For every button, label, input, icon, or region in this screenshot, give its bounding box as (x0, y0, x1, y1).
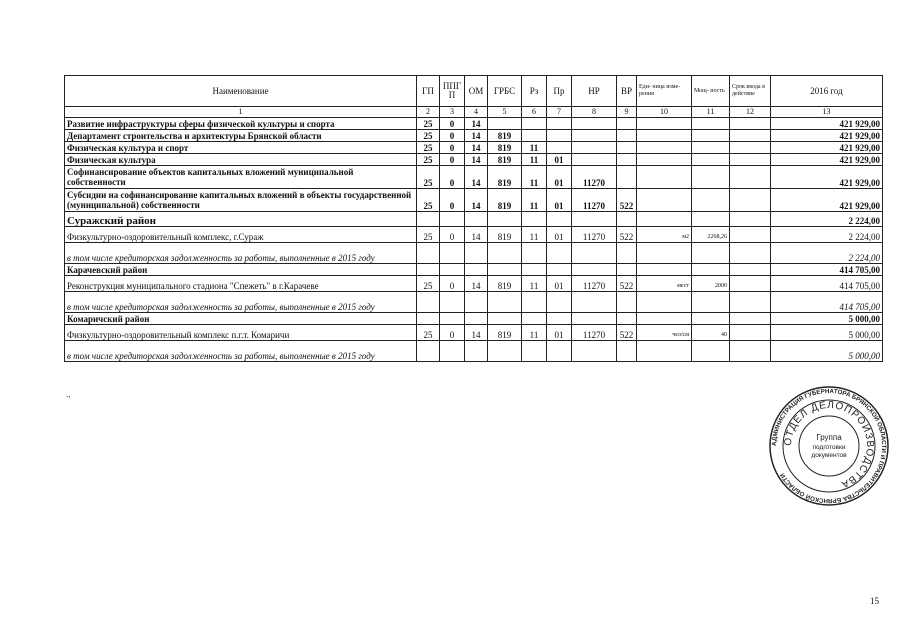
district-amount: 5 000,00 (771, 313, 883, 325)
column-number: 10 (637, 107, 692, 118)
cell-rz: 11 (522, 189, 547, 212)
stamp-outer-text: АДМИНИСТРАЦИЯ ГУБЕРНАТОРА БРЯНСКОЙ ОБЛАСТИ И ПРАВИТЕЛЬСТВА БРЯНСКОЙ ОБЛАСТИ (770, 387, 888, 505)
cell-pr: 01 (547, 276, 572, 292)
cell-power: 40 (692, 325, 730, 341)
district-name: Комаричский район (65, 313, 417, 325)
cell-power (692, 154, 730, 166)
table-row (65, 325, 883, 341)
stamp-center-line1: Группа (816, 433, 842, 442)
cell-pr (547, 118, 572, 130)
debt-name: в том числе кредиторская задолженность за работы, выполненные в 2015 году (65, 243, 417, 264)
row-name: Софинансирование объектов капитальных вложений муниципальной собственности (65, 166, 417, 189)
cell-vr: 522 (617, 325, 637, 341)
cell-pr (547, 142, 572, 154)
debt-name: в том числе кредиторская задолженность за работы, выполненные в 2015 году (65, 292, 417, 313)
cell-om: 14 (465, 276, 488, 292)
header-ppgp: ППГП (440, 76, 465, 107)
cell-rz (522, 130, 547, 142)
cell-grbs (488, 118, 522, 130)
table-row (65, 154, 883, 166)
row-name: Физическая культура (65, 154, 417, 166)
row-name: Физическая культура и спорт (65, 142, 417, 154)
cell-power: 2000 (692, 276, 730, 292)
cell-ppgp: 0 (440, 166, 465, 189)
header-term: Срок ввода в действие (730, 76, 771, 107)
column-number: 11 (692, 107, 730, 118)
cell-amount: 2 224,00 (771, 227, 883, 243)
cell-nr: 11270 (572, 325, 617, 341)
header-om: ОМ (465, 76, 488, 107)
cell-term (730, 130, 771, 142)
cell-ppgp: 0 (440, 325, 465, 341)
cell-unit: мест (637, 276, 692, 292)
stamp-center-line2: подготовки (812, 444, 846, 451)
cell-amount: 421 929,00 (771, 166, 883, 189)
cell-vr (617, 130, 637, 142)
header-name: Наименование (65, 76, 417, 107)
cell-unit: чел/см (637, 325, 692, 341)
cell-pr: 01 (547, 154, 572, 166)
column-number: 6 (522, 107, 547, 118)
cell-vr: 522 (617, 227, 637, 243)
header-unit: Еди- ница изме- рения (637, 76, 692, 107)
cell-gp: 25 (417, 227, 440, 243)
cell-gp: 25 (417, 118, 440, 130)
cell-unit (637, 154, 692, 166)
column-number: 4 (465, 107, 488, 118)
cell-om: 14 (465, 154, 488, 166)
cell-unit (637, 166, 692, 189)
cell-rz: 11 (522, 276, 547, 292)
cell-ppgp: 0 (440, 227, 465, 243)
cell-ppgp: 0 (440, 189, 465, 212)
cell-nr: 11270 (572, 189, 617, 212)
column-number: 12 (730, 107, 771, 118)
cell-nr: 11270 (572, 166, 617, 189)
cell-gp: 25 (417, 276, 440, 292)
cell-rz: 11 (522, 166, 547, 189)
cell-grbs: 819 (488, 130, 522, 142)
cell-pr (547, 130, 572, 142)
cell-vr: 522 (617, 276, 637, 292)
table-row (65, 276, 883, 292)
cell-om: 14 (465, 166, 488, 189)
column-number: 3 (440, 107, 465, 118)
column-number: 2 (417, 107, 440, 118)
cell-unit (637, 189, 692, 212)
table-row (65, 189, 883, 212)
cell-power: 2268,26 (692, 227, 730, 243)
cell-gp: 25 (417, 154, 440, 166)
header-nr: НР (572, 76, 617, 107)
cell-amount: 421 929,00 (771, 130, 883, 142)
table-row (65, 227, 883, 243)
stamp-center-line3: документов (811, 452, 847, 459)
district-amount: 2 224,00 (771, 212, 883, 227)
cell-om: 14 (465, 227, 488, 243)
cell-vr: 522 (617, 189, 637, 212)
cell-om: 14 (465, 142, 488, 154)
stamp-middle-text: ОТДЕЛ ДЕЛОПРОИЗВОДСТВА (782, 399, 876, 490)
cell-rz: 11 (522, 227, 547, 243)
cell-nr (572, 130, 617, 142)
cell-gp: 25 (417, 325, 440, 341)
column-number: 8 (572, 107, 617, 118)
cell-term (730, 118, 771, 130)
header-gp: ГП (417, 76, 440, 107)
cell-vr (617, 142, 637, 154)
district-name: Суражский район (65, 212, 417, 227)
header-rz: Рз (522, 76, 547, 107)
header-grbs: ГРБС (488, 76, 522, 107)
column-number: 5 (488, 107, 522, 118)
cell-ppgp: 0 (440, 130, 465, 142)
cell-nr (572, 118, 617, 130)
cell-unit: м2 (637, 227, 692, 243)
table-row (65, 341, 883, 362)
cell-amount: 414 705,00 (771, 276, 883, 292)
column-number: 9 (617, 107, 637, 118)
column-number: 1 (65, 107, 417, 118)
debt-amount: 2 224,00 (771, 243, 883, 264)
row-name: Департамент строительства и архитектуры Брянской области (65, 130, 417, 142)
cell-term (730, 142, 771, 154)
cell-term (730, 227, 771, 243)
page-number: 15 (870, 596, 879, 606)
cell-ppgp: 0 (440, 118, 465, 130)
cell-ppgp: 0 (440, 154, 465, 166)
cell-gp: 25 (417, 142, 440, 154)
cell-vr (617, 166, 637, 189)
cell-unit (637, 130, 692, 142)
cell-rz: 11 (522, 325, 547, 341)
cell-term (730, 276, 771, 292)
object-name: Физкультурно-оздоровительный комплекс, г.Сураж (65, 227, 417, 243)
cell-term (730, 325, 771, 341)
table-row (65, 142, 883, 154)
cell-power (692, 142, 730, 154)
budget-table (64, 75, 883, 362)
cell-power (692, 130, 730, 142)
district-row (65, 212, 883, 227)
district-row (65, 313, 883, 325)
cell-nr: 11270 (572, 276, 617, 292)
cell-om: 14 (465, 130, 488, 142)
cell-unit (637, 142, 692, 154)
cell-om: 14 (465, 118, 488, 130)
cell-nr (572, 154, 617, 166)
cell-rz: 11 (522, 142, 547, 154)
cell-nr (572, 142, 617, 154)
table-row (65, 166, 883, 189)
cell-pr: 01 (547, 166, 572, 189)
column-number-row (65, 107, 883, 118)
cell-gp: 25 (417, 130, 440, 142)
cell-term (730, 189, 771, 212)
cell-grbs: 819 (488, 166, 522, 189)
cell-ppgp: 0 (440, 142, 465, 154)
object-name: Физкультурно-оздоровительный комплекс п.г.т. Комаричи (65, 325, 417, 341)
header-year: 2016 год (771, 76, 883, 107)
cell-grbs: 819 (488, 276, 522, 292)
cell-amount: 421 929,00 (771, 118, 883, 130)
cell-vr (617, 154, 637, 166)
cell-grbs: 819 (488, 227, 522, 243)
cell-pr: 01 (547, 227, 572, 243)
cell-power (692, 189, 730, 212)
row-name: Субсидии на софинансирование капитальных вложений в объекты государственной (муниципальной) собственности (65, 189, 417, 212)
cell-term (730, 166, 771, 189)
official-stamp (768, 385, 890, 507)
debt-amount: 5 000,00 (771, 341, 883, 362)
cell-amount: 5 000,00 (771, 325, 883, 341)
header-power: Мощ- ность (692, 76, 730, 107)
district-row (65, 264, 883, 276)
cell-gp: 25 (417, 166, 440, 189)
cell-ppgp: 0 (440, 276, 465, 292)
cell-grbs: 819 (488, 154, 522, 166)
header-vr: ВР (617, 76, 637, 107)
cell-amount: 421 929,00 (771, 154, 883, 166)
cell-grbs: 819 (488, 189, 522, 212)
column-number: 7 (547, 107, 572, 118)
column-number: 13 (771, 107, 883, 118)
table-row (65, 292, 883, 313)
cell-om: 14 (465, 189, 488, 212)
cell-gp: 25 (417, 189, 440, 212)
table-header-row (65, 76, 883, 107)
table-row (65, 243, 883, 264)
table-row (65, 118, 883, 130)
cell-power (692, 118, 730, 130)
district-name: Карачевский район (65, 264, 417, 276)
cell-vr (617, 118, 637, 130)
cell-grbs: 819 (488, 142, 522, 154)
header-pr: Пр (547, 76, 572, 107)
cell-pr: 01 (547, 325, 572, 341)
cell-pr: 01 (547, 189, 572, 212)
cell-rz: 11 (522, 154, 547, 166)
stray-marks: ., (66, 389, 71, 399)
object-name: Реконструкция муниципального стадиона "Спежеть" в г.Карачеве (65, 276, 417, 292)
row-name: Развитие инфраструктуры сферы физической культуры и спорта (65, 118, 417, 130)
cell-om: 14 (465, 325, 488, 341)
cell-power (692, 166, 730, 189)
cell-nr: 11270 (572, 227, 617, 243)
debt-amount: 414 705,00 (771, 292, 883, 313)
cell-amount: 421 929,00 (771, 142, 883, 154)
district-amount: 414 705,00 (771, 264, 883, 276)
cell-amount: 421 929,00 (771, 189, 883, 212)
cell-unit (637, 118, 692, 130)
table-row (65, 130, 883, 142)
cell-rz (522, 118, 547, 130)
cell-grbs: 819 (488, 325, 522, 341)
cell-term (730, 154, 771, 166)
debt-name: в том числе кредиторская задолженность за работы, выполненные в 2015 году (65, 341, 417, 362)
